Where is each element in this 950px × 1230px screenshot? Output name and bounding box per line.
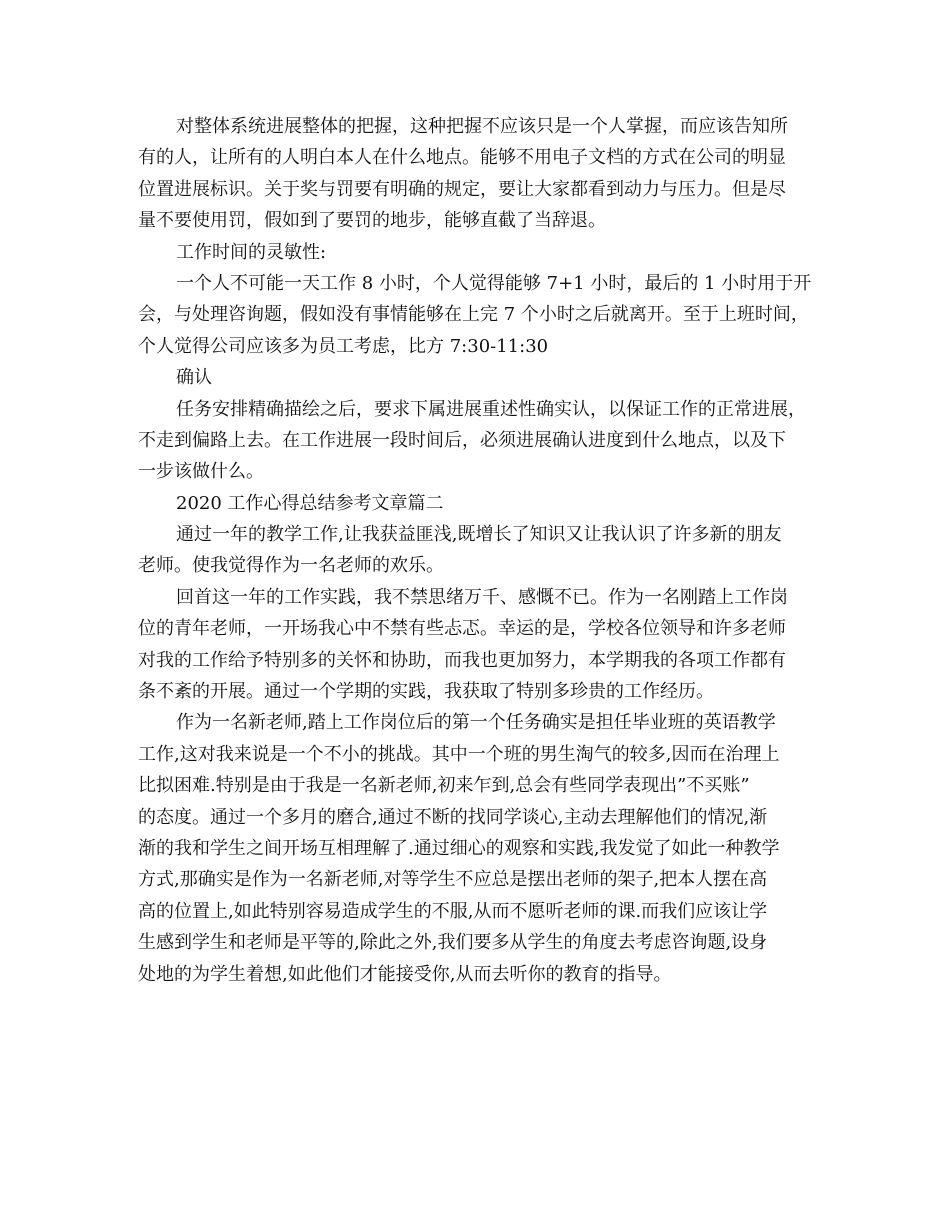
text-line: 作为一名新老师,踏上工作岗位后的第一个任务确实是担任毕业班的英语教学 [176, 712, 776, 734]
text-line: 方式,那确实是作为一名新老师,对等学生不应总是摆出老师的架子,把本人摆在高 [138, 869, 768, 891]
text-line: 高的位置上,如此特别容易造成学生的不服,从而不愿听老师的课.而我们应该让学 [138, 900, 768, 922]
text-line: 工作,这对我来说是一个不小的挑战。其中一个班的男生淘气的较多,因而在治理上 [138, 743, 780, 765]
text-line: 的态度。通过一个多月的磨合,通过不断的找同学谈心,主动去理解他们的情况,渐 [138, 806, 768, 828]
text-line: 生感到学生和老师是平等的,除此之外,我们要多从学生的角度去考虑咨询题,设身 [138, 932, 768, 954]
text-line: 处地的为学生着想,如此他们才能接受你,从而去听你的教育的指导。 [138, 963, 672, 985]
text-line: 通过一年的教学工作,让我获益匪浅,既增长了知识又让我认识了许多新的朋友 [176, 524, 782, 546]
text-line: 老师。使我觉得作为一名老师的欢乐。 [138, 555, 444, 577]
text-line: 位置进展标识。关于奖与罚要有明确的规定，要让大家都看到动力与压力。但是尽 [138, 178, 786, 200]
text-line: 2020 工作心得总结参考文章篇二 [176, 492, 444, 514]
text-line: 有的人，让所有的人明白本人在什么地点。能够不用电子文档的方式在公司的明显 [138, 147, 786, 169]
text-line: 一步该做什么。 [138, 461, 264, 483]
text-line: 工作时间的灵敏性: [176, 241, 327, 263]
text-line: 量不要使用罚，假如到了要罚的地步，能够直截了当辞退。 [138, 210, 606, 232]
text-line: 任务安排精确描绘之后，要求下属进展重述性确实认，以保证工作的正常进展， [176, 398, 806, 420]
text-line: 对整体系统进展整体的把握，这种把握不应该只是一个人掌握，而应该告知所 [176, 116, 788, 137]
text-line: 回首这一年的工作实践，我不禁思绪万千、感慨不已。作为一名刚踏上工作岗 [176, 586, 788, 608]
text-line: 条不紊的开展。通过一个学期的实践，我获取了特别多珍贵的工作经历。 [138, 681, 714, 703]
text-line: 一个人不可能一天工作 8 小时，个人觉得能够 7+1 小时，最后的 1 小时用于开 [176, 272, 812, 294]
text-line: 对我的工作给予特别多的关怀和协助，而我也更加努力，本学期我的各项工作都有 [138, 649, 786, 671]
document-page [138, 111, 814, 990]
text-line: 渐的我和学生之间开场互相理解了.通过细心的观察和实践,我发觉了如此一种教学 [138, 837, 780, 859]
text-line: 确认 [176, 367, 212, 389]
text-line: 个人觉得公司应该多为员工考虑，比方 7:30-11:30 [138, 335, 549, 357]
text-line: 会，与处理咨询题，假如没有事情能够在上完 7 个小时之后就离开。至于上班时间， [138, 304, 809, 326]
text-line: 比拟困难.特别是由于我是一名新老师,初来乍到,总会有些同学表现出”不买账” [138, 775, 750, 797]
text-line: 位的青年老师，一开场我心中不禁有些忐忑。幸运的是，学校各位领导和许多老师 [138, 618, 786, 640]
text-line: 不走到偏路上去。在工作进展一段时间后，必须进展确认进度到什么地点，以及下 [138, 429, 786, 451]
